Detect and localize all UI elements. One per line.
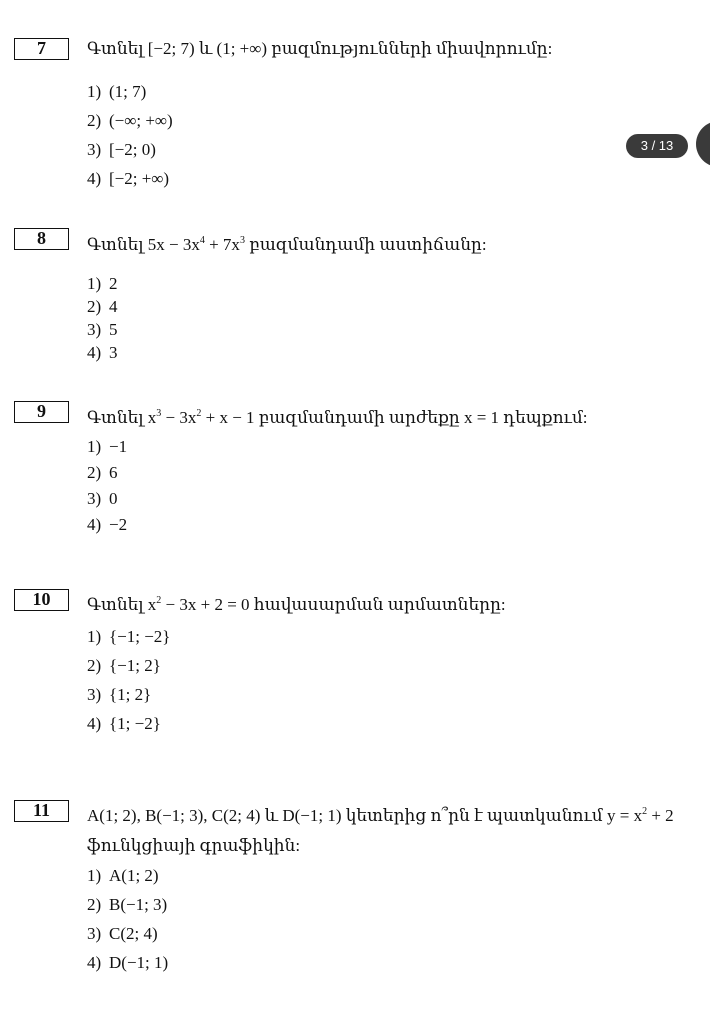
option-value: 4	[109, 297, 118, 316]
option-number: 2)	[87, 111, 102, 130]
question-text	[87, 590, 506, 616]
option-1[interactable]	[87, 866, 159, 886]
option-number: 4)	[87, 169, 102, 188]
question-text	[87, 797, 702, 861]
exponent: 3	[156, 408, 162, 419]
option-number: 1)	[87, 627, 102, 646]
option-1[interactable]	[87, 82, 146, 102]
option-2[interactable]	[87, 656, 161, 676]
option-3[interactable]	[87, 140, 156, 160]
option-3[interactable]	[87, 924, 158, 944]
option-number: 3)	[87, 140, 102, 159]
text-part: Գտնել x	[87, 595, 157, 614]
option-number: 2)	[87, 656, 102, 675]
option-4[interactable]	[87, 343, 118, 363]
option-2[interactable]	[87, 111, 173, 131]
exponent: 2	[196, 408, 202, 419]
exponent: 4	[199, 235, 205, 246]
option-value: [−2; 0)	[109, 140, 156, 159]
side-panel-handle[interactable]	[696, 121, 710, 167]
option-number: 3)	[87, 320, 102, 339]
option-value: −1	[109, 437, 128, 456]
text-part: − 3x + 2 = 0 հավասարման արմատները:	[161, 595, 506, 614]
option-number: 1)	[87, 866, 102, 885]
option-1[interactable]	[87, 274, 118, 294]
option-number: 4)	[87, 515, 102, 534]
option-value: −2	[109, 515, 128, 534]
option-number: 1)	[87, 274, 102, 293]
question-text	[87, 230, 487, 256]
option-value: (1; 7)	[109, 82, 147, 101]
option-2[interactable]	[87, 895, 167, 915]
option-value: C(2; 4)	[109, 924, 158, 943]
option-2[interactable]	[87, 463, 118, 483]
option-number: 3)	[87, 685, 102, 704]
option-value: 2	[109, 274, 118, 293]
text-part: Գտնել 5x − 3x	[87, 235, 200, 254]
option-number: 3)	[87, 924, 102, 943]
option-2[interactable]	[87, 297, 118, 317]
page-indicator: 3 / 13	[626, 134, 688, 158]
option-number: 1)	[87, 82, 102, 101]
option-value: {−1; 2}	[109, 656, 161, 675]
option-value: D(−1; 1)	[109, 953, 169, 972]
option-4[interactable]	[87, 169, 169, 189]
option-value: {1; −2}	[109, 714, 161, 733]
text-part: + 2 ֆունկցիայի գրաֆիկին:	[87, 806, 674, 855]
option-value: 0	[109, 489, 118, 508]
text-part: Գտնել x	[87, 408, 157, 427]
option-value: {−1; −2}	[109, 627, 171, 646]
option-number: 2)	[87, 297, 102, 316]
option-4[interactable]	[87, 515, 127, 535]
option-value: B(−1; 3)	[109, 895, 168, 914]
option-number: 3)	[87, 489, 102, 508]
text-part: + x − 1 բազմանդամի արժեքը x = 1 դեպքում:	[201, 408, 588, 427]
question-text	[87, 403, 588, 429]
question-number: 7	[14, 38, 69, 60]
text-part: A(1; 2), B(−1; 3), C(2; 4) և D(−1; 1) կետերից ո՞րն է պատկանում y = x	[87, 806, 643, 825]
option-3[interactable]	[87, 685, 151, 705]
option-value: A(1; 2)	[109, 866, 159, 885]
question-number: 8	[14, 228, 69, 250]
option-number: 4)	[87, 714, 102, 733]
text-part: բազմանդամի աստիճանը:	[244, 235, 487, 254]
option-number: 4)	[87, 953, 102, 972]
question-text: Գտնել [−2; 7) և (1; +∞) բազմությունների միավորումը:	[87, 39, 553, 58]
option-value: 3	[109, 343, 118, 362]
option-3[interactable]	[87, 320, 118, 340]
option-value: (−∞; +∞)	[109, 111, 173, 130]
exponent: 2	[642, 806, 648, 817]
option-number: 4)	[87, 343, 102, 362]
option-value: [−2; +∞)	[109, 169, 170, 188]
option-3[interactable]	[87, 489, 118, 509]
option-value: {1; 2}	[109, 685, 152, 704]
option-number: 1)	[87, 437, 102, 456]
option-4[interactable]	[87, 953, 168, 973]
exponent: 2	[156, 595, 162, 606]
option-number: 2)	[87, 895, 102, 914]
text-part: − 3x	[161, 408, 197, 427]
question-number: 9	[14, 401, 69, 423]
option-4[interactable]	[87, 714, 161, 734]
option-value: 6	[109, 463, 118, 482]
text-part: + 7x	[204, 235, 240, 254]
option-1[interactable]	[87, 627, 170, 647]
question-number: 10	[14, 589, 69, 611]
option-number: 2)	[87, 463, 102, 482]
option-value: 5	[109, 320, 118, 339]
question-number: 11	[14, 800, 69, 822]
exponent: 3	[239, 235, 245, 246]
option-1[interactable]	[87, 437, 127, 457]
